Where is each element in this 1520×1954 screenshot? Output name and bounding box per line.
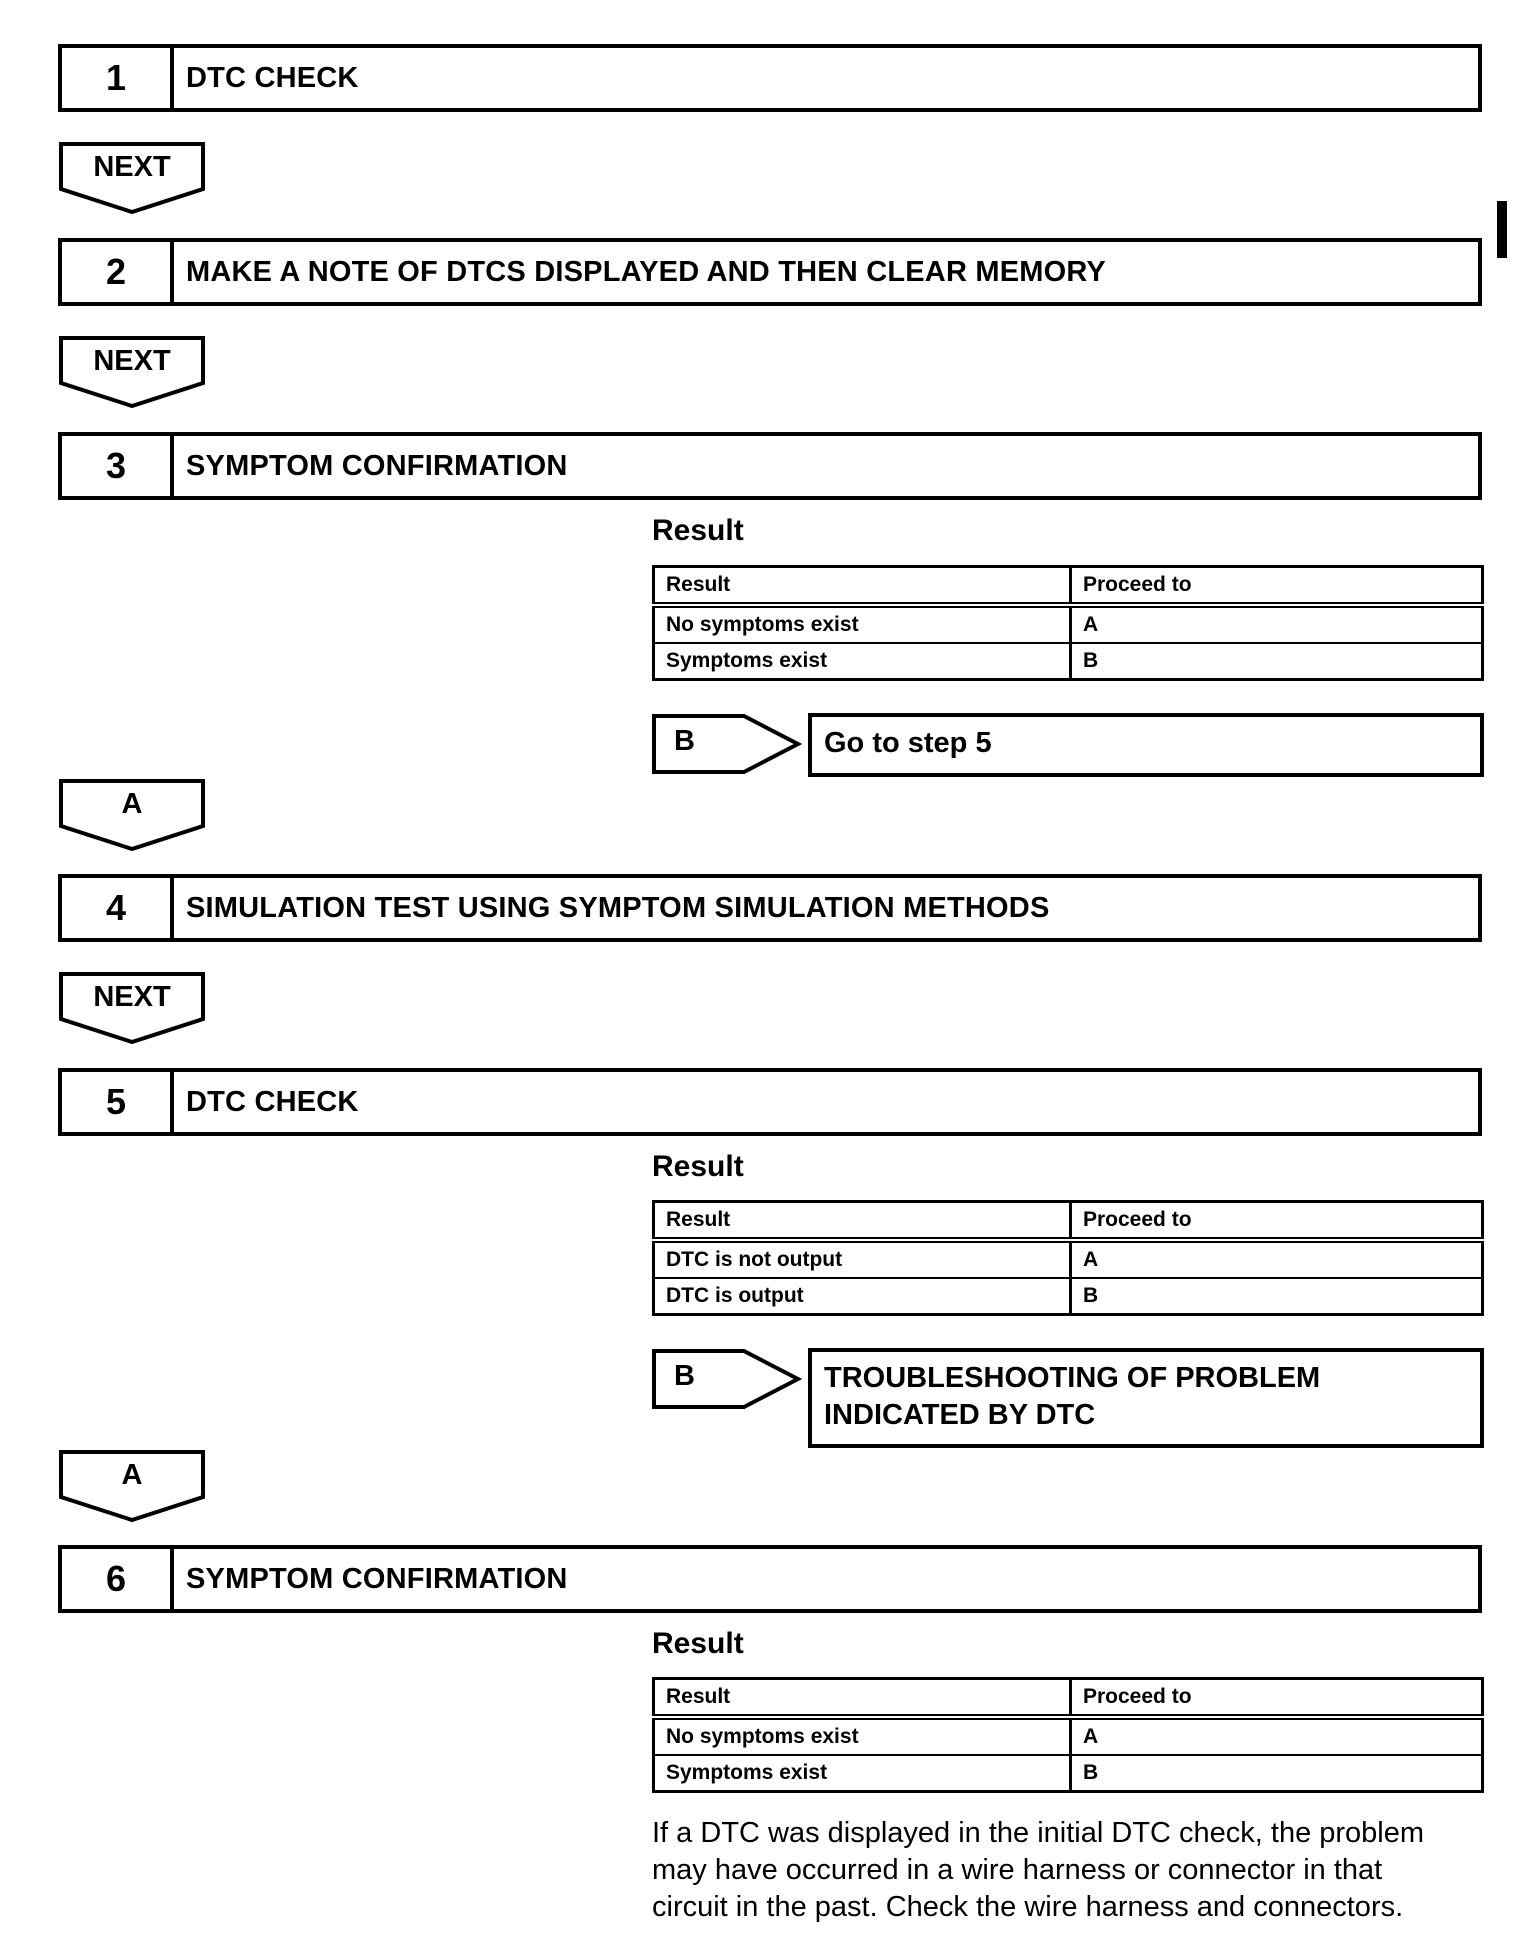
result-heading: Result <box>652 514 744 547</box>
step-number: 4 <box>62 878 174 938</box>
note-line: circuit in the past. Check the wire harness and connectors. <box>652 1891 1404 1923</box>
table-cell: No symptoms exist <box>654 605 1071 643</box>
result-table-step-3 <box>652 565 1484 681</box>
table-row <box>654 643 1483 680</box>
result-heading: Result <box>652 1150 744 1183</box>
result-table-step-6 <box>652 1677 1484 1793</box>
branch-target-box <box>808 713 1484 777</box>
table-cell: Symptoms exist <box>654 643 1071 680</box>
arrow-label: NEXT <box>93 981 171 1013</box>
step-title: DTC CHECK <box>186 1085 359 1118</box>
table-row <box>654 1755 1483 1792</box>
step-5 <box>58 1068 1482 1136</box>
step-1 <box>58 44 1482 112</box>
next-arrow-1 <box>58 141 206 215</box>
a-arrow-2 <box>58 1449 206 1523</box>
branch-tag-b <box>652 1348 802 1410</box>
step-number: 2 <box>62 242 174 302</box>
arrow-label: NEXT <box>93 151 171 183</box>
table-row <box>654 1717 1483 1755</box>
branch-target-box <box>808 1348 1484 1448</box>
step-2 <box>58 238 1482 306</box>
branch-target-line: Go to step 5 <box>824 727 992 759</box>
table-cell: DTC is not output <box>654 1240 1071 1278</box>
result-table-step-5 <box>652 1200 1484 1316</box>
next-arrow-3 <box>58 971 206 1045</box>
table-row <box>654 1278 1483 1315</box>
branch-target-line: TROUBLESHOOTING OF PROBLEM <box>824 1362 1321 1394</box>
note-paragraph <box>652 1815 1472 1926</box>
page-edge-marker <box>1497 201 1507 258</box>
table-cell: A <box>1071 605 1483 643</box>
a-arrow-1 <box>58 778 206 852</box>
table-header-cell: Result <box>654 567 1071 606</box>
table-header-row <box>654 567 1483 606</box>
table-cell: No symptoms exist <box>654 1717 1071 1755</box>
branch-tag-label: B <box>674 725 695 757</box>
branch-tag-b <box>652 713 802 775</box>
step-number: 6 <box>62 1549 174 1609</box>
table-header-cell: Proceed to <box>1071 567 1483 606</box>
table-header-cell: Proceed to <box>1071 1679 1483 1718</box>
result-heading: Result <box>652 1627 744 1660</box>
branch-target-line: INDICATED BY DTC <box>824 1399 1096 1431</box>
table-header-row <box>654 1202 1483 1241</box>
step-4 <box>58 874 1482 942</box>
step-title: SYMPTOM CONFIRMATION <box>186 1562 568 1595</box>
arrow-label: A <box>121 1459 143 1491</box>
table-cell: B <box>1071 643 1483 680</box>
arrow-label: A <box>121 788 143 820</box>
table-cell: A <box>1071 1717 1483 1755</box>
table-row <box>654 1240 1483 1278</box>
table-header-cell: Proceed to <box>1071 1202 1483 1241</box>
table-row <box>654 605 1483 643</box>
arrow-label: NEXT <box>93 345 171 377</box>
table-header-cell: Result <box>654 1202 1071 1241</box>
next-arrow-2 <box>58 335 206 409</box>
step-number: 3 <box>62 436 174 496</box>
table-cell: B <box>1071 1278 1483 1315</box>
table-cell: DTC is output <box>654 1278 1071 1315</box>
note-line: If a DTC was displayed in the initial DTC check, the problem <box>652 1817 1425 1849</box>
step-number: 1 <box>62 48 174 108</box>
step-title: DTC CHECK <box>186 61 359 94</box>
step-6 <box>58 1545 1482 1613</box>
step-3 <box>58 432 1482 500</box>
table-header-cell: Result <box>654 1679 1071 1718</box>
step-title: MAKE A NOTE OF DTCS DISPLAYED AND THEN CLEAR MEMORY <box>186 255 1106 288</box>
step-title: SIMULATION TEST USING SYMPTOM SIMULATION METHODS <box>186 891 1050 924</box>
table-cell: A <box>1071 1240 1483 1278</box>
step-title: SYMPTOM CONFIRMATION <box>186 449 568 482</box>
table-header-row <box>654 1679 1483 1718</box>
table-cell: Symptoms exist <box>654 1755 1071 1792</box>
step-number: 5 <box>62 1072 174 1132</box>
branch-tag-label: B <box>674 1360 695 1392</box>
note-line: may have occurred in a wire harness or connector in that <box>652 1854 1383 1886</box>
table-cell: B <box>1071 1755 1483 1792</box>
